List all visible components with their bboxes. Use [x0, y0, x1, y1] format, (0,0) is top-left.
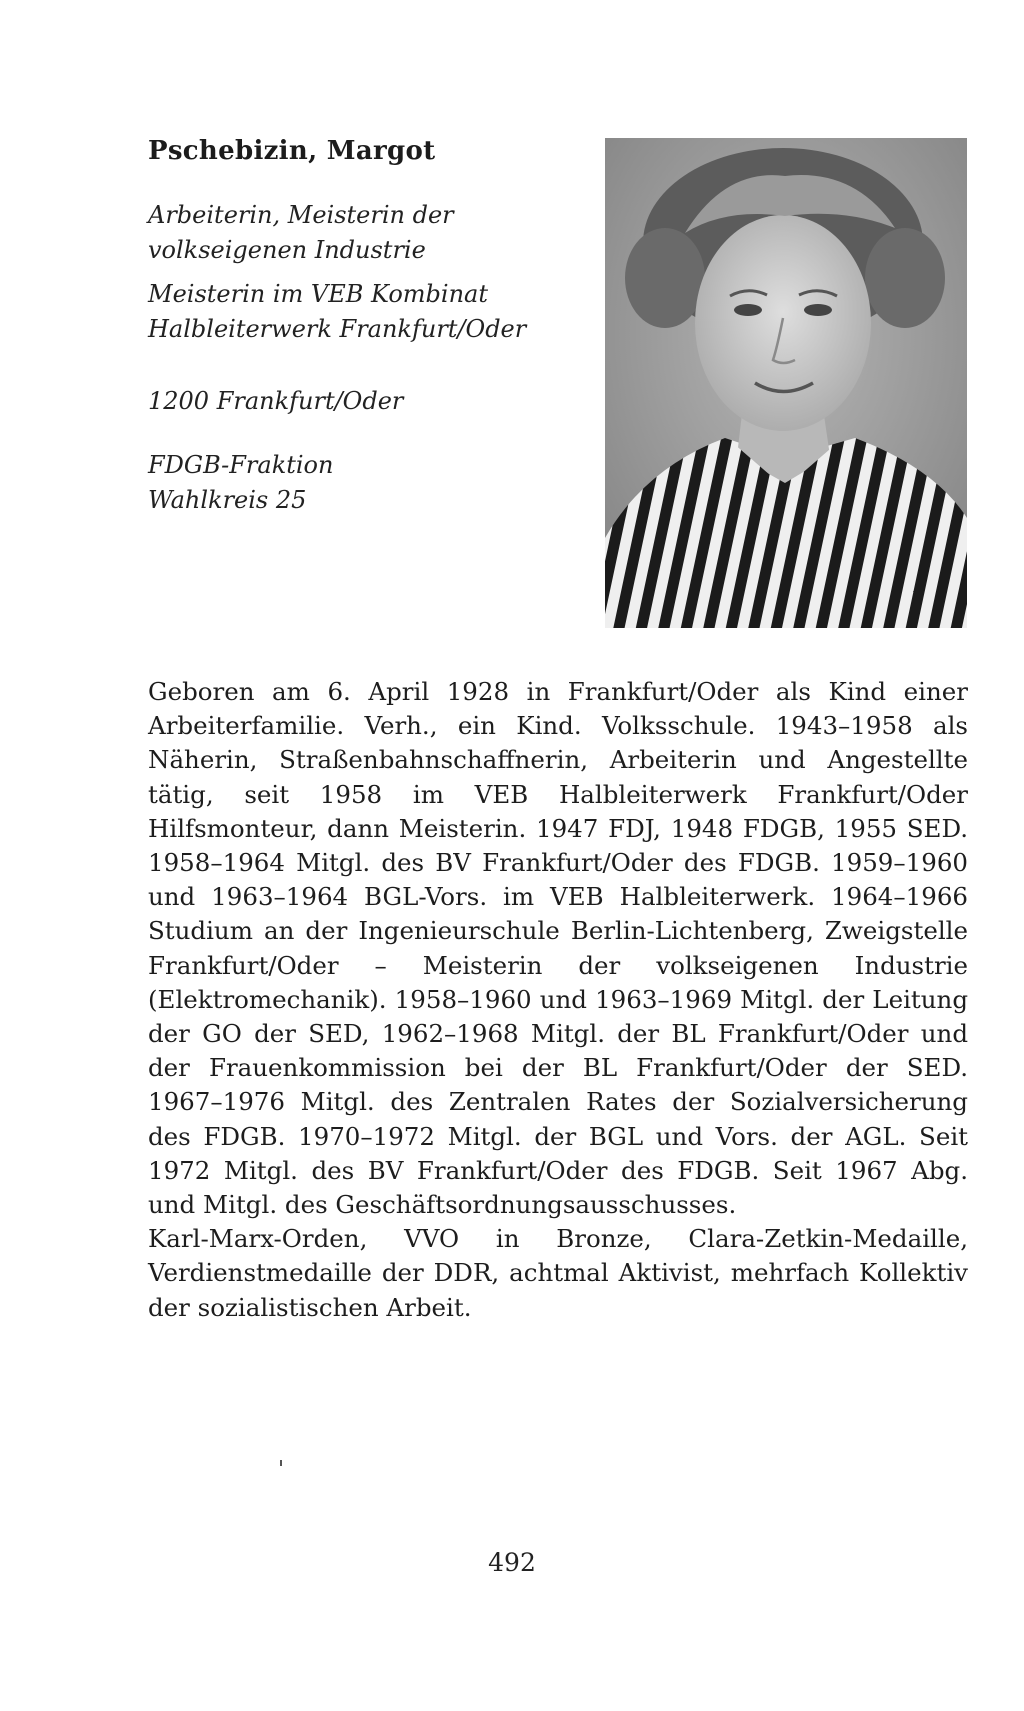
- page-number: 492: [488, 1548, 536, 1577]
- location-line: 1200 Frankfurt/Oder: [148, 387, 404, 415]
- workplace-block: [148, 277, 578, 347]
- occupation-line-2: volkseigenen Industrie: [148, 236, 426, 264]
- occupation-block: [148, 198, 578, 268]
- workplace-line-1: Meisterin im VEB Kombinat: [148, 280, 488, 308]
- hair-curl-right: [865, 228, 945, 328]
- scan-speck: [280, 1460, 282, 1466]
- location-block: [148, 384, 578, 419]
- left-eye: [734, 304, 762, 316]
- portrait-photo: [605, 138, 967, 628]
- right-eye: [804, 304, 832, 316]
- portrait-illustration: [605, 138, 967, 628]
- occupation-line-1: Arbeiterin, Meisterin der: [148, 201, 454, 229]
- biography-main: Geboren am 6. April 1928 in Frankfurt/Oder als Kind einer Arbeiterfamilie. Verh., ein Kind. Volksschule. 1943–1958 als Näherin, Straßenbahnschaffnerin, Arbeiterin und Angestellte tätig, seit 1958 im VEB Halbleiterwerk Frankfurt/Oder Hilfsmonteur, dann Meisterin. 1947 FDJ, 1948 FDGB, 1955 SED. 1958–1964 Mitgl. des BV Frankfurt/Oder des FDGB. 1959–1960 und 1963–1964 BGL-Vors. im VEB Halbleiterwerk. 1964–1966 Studium an der Ingenieurschule Berlin-Lichtenberg, Zweigstelle Frankfurt/Oder – Meisterin der volkseigenen Industrie (Elektromechanik). 1958–1960 und 1963–1969 Mitgl. der Leitung der GO der SED, 1962–1968 Mitgl. der BL Frankfurt/Oder und der Frauenkommission bei der BL Frankfurt/Oder der SED. 1967–1976 Mitgl. des Zentralen Rates der Sozialversicherung des FDGB. 1970–1972 Mitgl. der BGL und Vors. der AGL. Seit 1972 Mitgl. des BV Frankfurt/Oder des FDGB. Seit 1967 Abg. und Mitgl. des Geschäftsordnungsausschusses.: [148, 677, 968, 1220]
- biography-awards: Karl-Marx-Orden, VVO in Bronze, Clara-Zetkin-Medaille, Verdienstmedaille der DDR, achtmal Aktivist, mehrfach Kollektiv der sozialistischen Arbeit.: [148, 1224, 968, 1322]
- biography: [148, 675, 968, 1325]
- workplace-line-2: Halbleiterwerk Frankfurt/Oder: [148, 315, 527, 343]
- constituency-line: Wahlkreis 25: [148, 486, 307, 514]
- person-name: Pschebizin, Margot: [148, 136, 436, 166]
- faction-line: FDGB-Fraktion: [148, 451, 334, 479]
- hair-curl-left: [625, 228, 705, 328]
- faction-block: [148, 448, 578, 518]
